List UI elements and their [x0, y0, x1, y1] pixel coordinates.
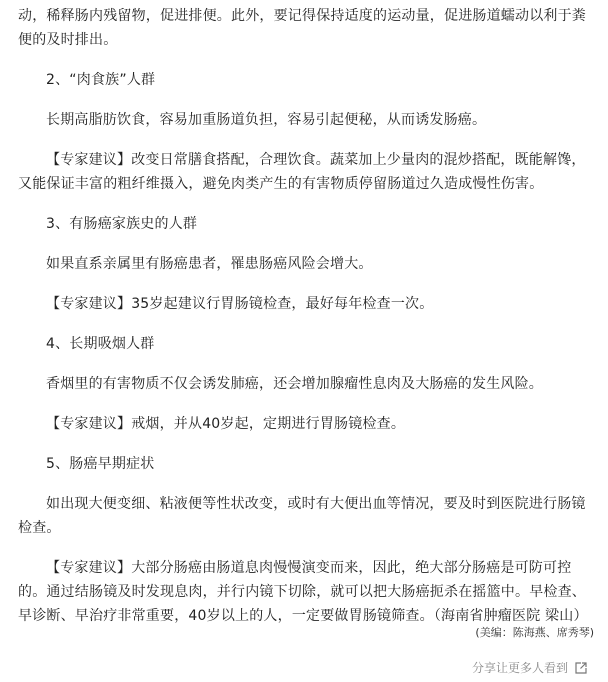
share-label: 分享让更多人看到	[471, 661, 568, 675]
share-icon	[574, 661, 588, 675]
paragraph-symptoms: 如出现大便变细、粘液便等性状改变，或时有大便出血等情况，要及时到医院进行肠镜检查。	[18, 496, 586, 536]
share-button[interactable]	[472, 659, 588, 676]
heading-family-history: 3、有肠癌家族史的人群	[46, 216, 198, 232]
paragraph-smoking-risk: 香烟里的有害物质不仅会诱发肺癌，还会增加腺瘤性息肉及大肠癌的发生风险。	[46, 376, 543, 392]
paragraph-expert-advice-35: 【专家建议】35岁起建议行胃肠镜检查，最好每年检查一次。	[46, 296, 434, 312]
paragraph-high-fat-diet: 长期高脂肪饮食，容易加重肠道负担，容易引起便秘，从而诱发肠癌。	[46, 112, 487, 128]
paragraph-expert-advice-screening: 【专家建议】大部分肠癌由肠道息肉慢慢演变而来，因此，绝大部分肠癌是可防可控的。通过结肠镜及时发现息肉，并行内镜下切除，就可以把大肠癌扼杀在摇篮中。早检查、早诊断、早治疗非常重要，40岁以上的人，一定要做胃肠镜筛查。（海南省肿瘤医院 梁山）	[18, 560, 588, 624]
editor-credit: (美编：陈海燕、席秀琴)	[475, 626, 594, 639]
paragraph-exercise-tip: 动，稀释肠内残留物，促进排便。此外，要记得保持适度的运动量，促进肠道蠕动以利于粪便的及时排出。	[18, 8, 586, 48]
paragraph-expert-advice-diet: 【专家建议】改变日常膳食搭配，合理饮食。蔬菜加上少量肉的混炒搭配，既能解馋，又能保证丰富的粗纤维摄入，避免肉类产生的有害物质停留肠道过久造成慢性伤害。	[18, 152, 586, 192]
heading-smokers: 4、长期吸烟人群	[46, 336, 155, 352]
paragraph-expert-advice-smoking: 【专家建议】戒烟，并从40岁起，定期进行胃肠镜检查。	[46, 416, 406, 432]
paragraph-family-history: 如果直系亲属里有肠癌患者，罹患肠癌风险会增大。	[46, 256, 373, 272]
heading-meat-eaters: 2、“肉食族”人群	[46, 72, 156, 88]
heading-early-symptoms: 5、肠癌早期症状	[46, 456, 155, 472]
article-body	[18, 4, 592, 628]
